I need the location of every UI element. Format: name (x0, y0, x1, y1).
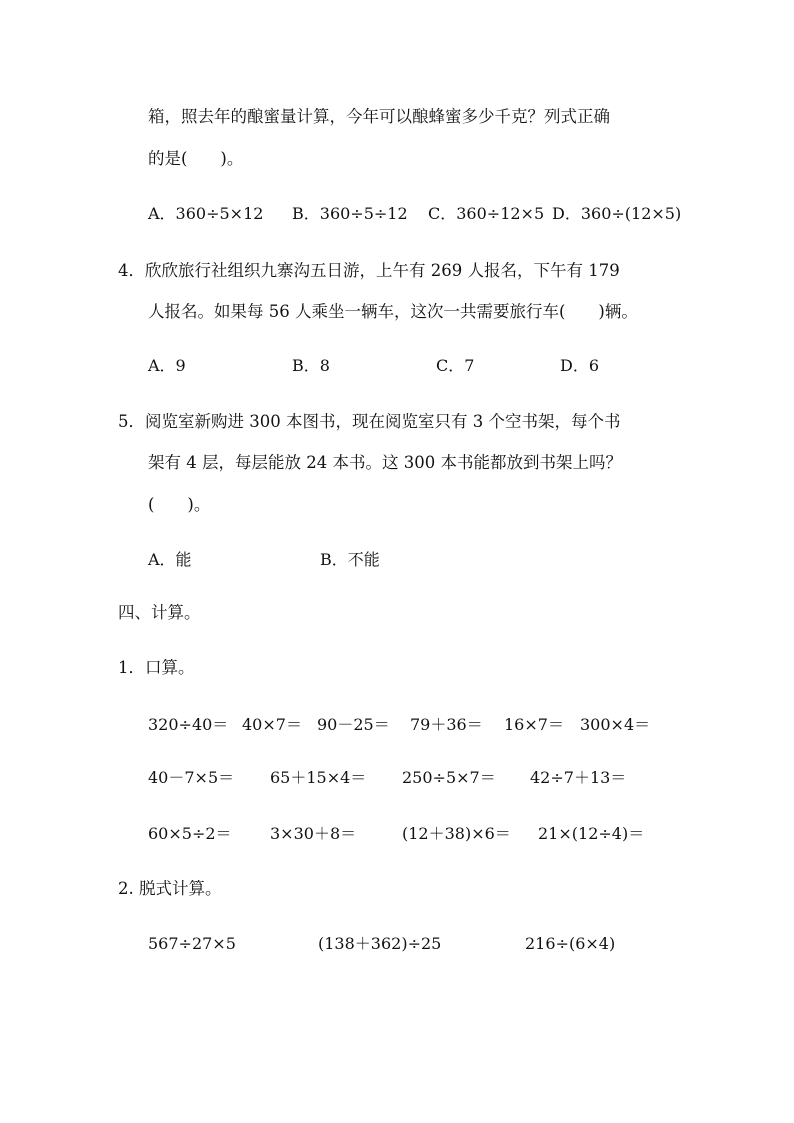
q3-option-c: C．360÷12×5 (428, 204, 545, 223)
mental-calc-item: 16×7＝ (504, 715, 564, 734)
part-2-title: 2. 脱式计算。 (118, 879, 222, 898)
mental-calc-item: (12＋38)×6＝ (402, 824, 511, 843)
q4-option-c: C．7 (436, 356, 475, 375)
mental-calc-item: 40×7＝ (242, 715, 302, 734)
q3-option-b: B．360÷5÷12 (292, 204, 408, 223)
part-1-title: 1．口算。 (118, 658, 195, 677)
q4-option-d: D．6 (560, 356, 600, 375)
mental-calc-item: 90－25＝ (317, 715, 390, 734)
q3-text-line2: 的是( )。 (148, 149, 244, 168)
q3-option-d: D．360÷(12×5) (552, 204, 682, 223)
q5-option-b: B．不能 (320, 550, 380, 569)
q4-text-line1: 4．欣欣旅行社组织九寨沟五日游，上午有 269 人报名，下午有 179 (118, 261, 620, 280)
q4-option-a: A．9 (148, 356, 186, 375)
mental-calc-item: 79＋36＝ (410, 715, 483, 734)
written-calc-item: 567÷27×5 (148, 934, 236, 953)
mental-calc-item: 250÷5×7＝ (402, 768, 496, 787)
mental-calc-item: 65＋15×4＝ (270, 768, 367, 787)
section-4-title: 四、计算。 (118, 603, 201, 622)
mental-calc-item: 3×30＋8＝ (270, 824, 357, 843)
q3-option-a: A．360÷5×12 (148, 204, 264, 223)
q5-text-line3: ( )。 (148, 495, 211, 514)
mental-calc-item: 300×4＝ (580, 715, 651, 734)
written-calc-item: 216÷(6×4) (525, 934, 616, 953)
q5-text-line2: 架有 4 层，每层能放 24 本书。这 300 本书能都放到书架上吗？ (148, 453, 622, 472)
q5-text-line1: 5．阅览室新购进 300 本图书，现在阅览室只有 3 个空书架，每个书 (118, 412, 621, 431)
q3-text-line1: 箱，照去年的酿蜜量计算，今年可以酿蜂蜜多少千克？列式正确 (148, 107, 610, 126)
q4-option-b: B．8 (292, 356, 330, 375)
q5-option-a: A．能 (148, 550, 192, 569)
mental-calc-item: 60×5÷2＝ (148, 824, 232, 843)
mental-calc-item: 21×(12÷4)＝ (538, 824, 645, 843)
mental-calc-item: 320÷40＝ (148, 715, 229, 734)
mental-calc-item: 42÷7＋13＝ (530, 768, 627, 787)
q4-text-line2: 人报名。如果每 56 人乘坐一辆车，这次一共需要旅行车( )辆。 (148, 302, 638, 321)
written-calc-item: (138＋362)÷25 (318, 934, 442, 953)
mental-calc-item: 40－7×5＝ (148, 768, 235, 787)
